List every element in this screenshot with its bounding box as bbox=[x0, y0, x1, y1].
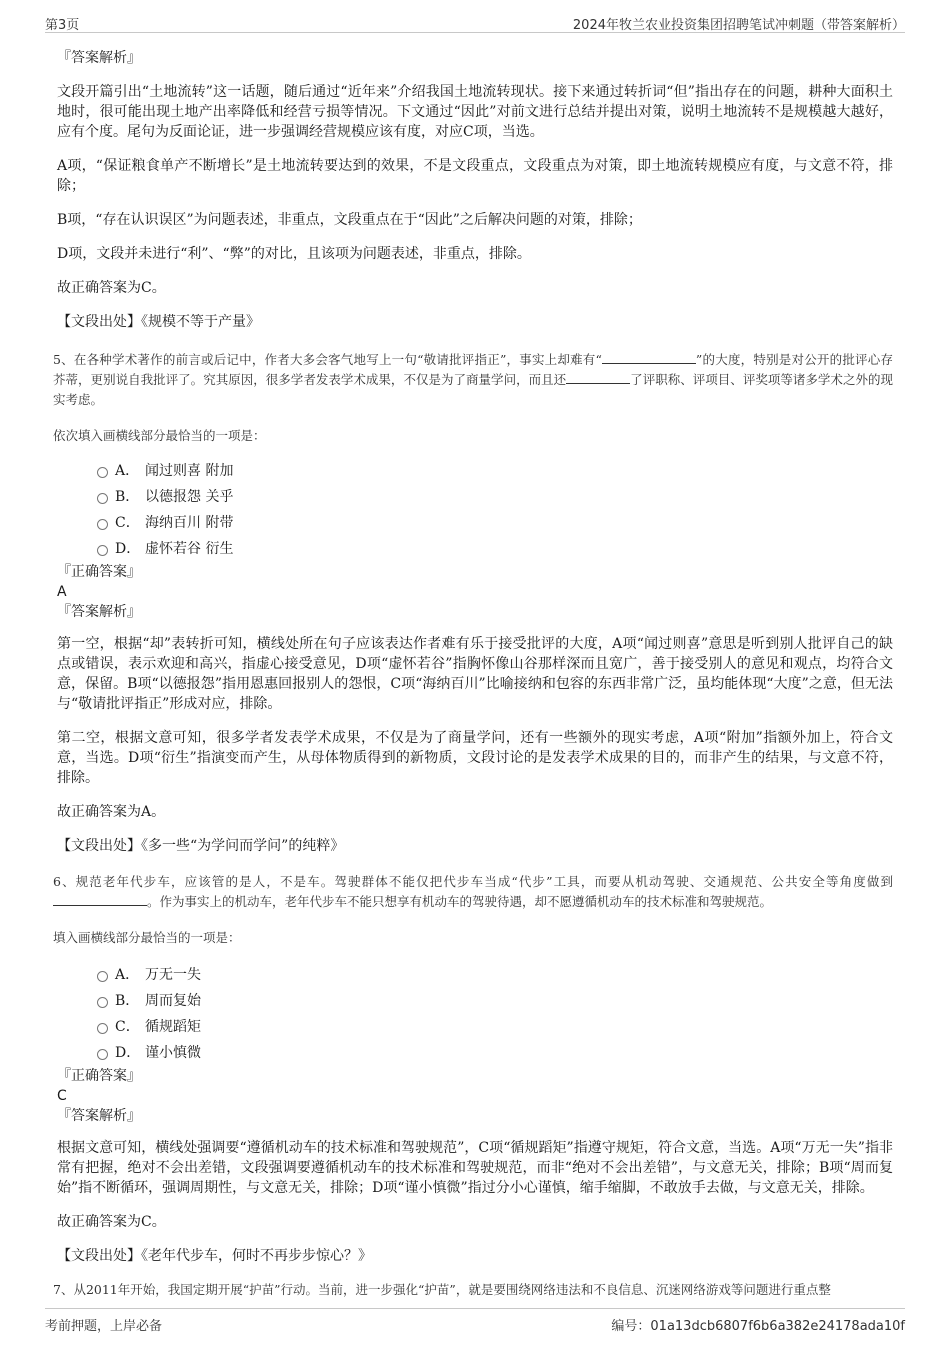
source-citation: 【文段出处】《多一些“为学问而学问”的纯粹》 bbox=[57, 838, 345, 854]
radio-icon[interactable] bbox=[97, 1049, 108, 1060]
analysis-label: 『答案解析』 bbox=[57, 50, 141, 66]
radio-icon[interactable] bbox=[97, 997, 108, 1008]
page-number: 第3页 bbox=[45, 18, 80, 33]
radio-icon[interactable] bbox=[97, 545, 108, 556]
radio-icon[interactable] bbox=[97, 493, 108, 504]
source-citation: 【文段出处】《老年代步车，何时不再步步惊心？》 bbox=[57, 1248, 372, 1264]
footer-slogan: 考前押题，上岸必备 bbox=[45, 1319, 163, 1334]
source-citation: 【文段出处】《规模不等于产量》 bbox=[57, 314, 260, 330]
radio-icon[interactable] bbox=[97, 1023, 108, 1034]
analysis-paragraph: 第一空，根据“却”表转折可知，横线处所在句子应该表达作者难有乐于接受批评的大度，A项“闻过则喜”意思是听到别人批评自己的缺点或错误，表示欢迎和高兴，指虚心接受意见，D项“虚怀若谷”指胸怀像山谷那样深而且宽广，善于接受别人的意见和观点，均符合文意，保留。B项“以德报怨”指用恩惠回报别人的怨恨，C项“海纳百川”比喻接纳和包容的东西非常广泛，虽均能体现“大度”之意，但无法与“敬请批评指正”形成对应，排除。 bbox=[57, 636, 893, 712]
option-a[interactable]: A． 万无一失 bbox=[97, 962, 893, 988]
analysis-label: 『答案解析』 bbox=[57, 604, 141, 620]
page-content bbox=[53, 42, 893, 1300]
conclusion: 故正确答案为C。 bbox=[57, 280, 166, 296]
page-footer bbox=[45, 1308, 905, 1335]
option-a[interactable]: A． 闻过则喜 附加 bbox=[97, 458, 893, 484]
document-title: 2024年牧兰农业投资集团招聘笔试冲刺题（带答案解析） bbox=[572, 18, 905, 33]
radio-icon[interactable] bbox=[97, 519, 108, 530]
analysis-paragraph: B项，“存在认识误区”为问题表述，非重点，文段重点在于“因此”之后解决问题的对策，排除； bbox=[57, 212, 642, 228]
page-header bbox=[45, 10, 905, 33]
option-b[interactable]: B． 周而复始 bbox=[97, 988, 893, 1014]
correct-answer-label: 『正确答案』 bbox=[57, 564, 141, 580]
option-c[interactable]: C． 海纳百川 附带 bbox=[97, 510, 893, 536]
analysis-paragraph: 根据文意可知，横线处强调要“遵循机动车的技术标准和驾驶规范”，C项“循规蹈矩”指遵守规矩，符合文意，当选。A项“万无一失”指非常有把握，绝对不会出差错，文段强调要遵循机动车的技术标准和驾驶规范，而非“绝对不会出差错”，与文意无关，排除；B项“周而复始”指不断循环，强调周期性，与文意无关，排除；D项“谨小慎微”指过分小心谨慎，缩手缩脚，不敢放手去做，与文意无关，排除。 bbox=[57, 1140, 893, 1196]
fill-blank bbox=[566, 370, 630, 384]
analysis-label: 『答案解析』 bbox=[57, 1108, 141, 1124]
radio-icon[interactable] bbox=[97, 971, 108, 982]
analysis-paragraph: 第二空，根据文意可知，很多学者发表学术成果，不仅是为了商量学问，还有一些额外的现实考虑，A项“附加”指额外加上，符合文意，当选。D项“衍生”指演变而产生，从母体物质得到的新物质，文段讨论的是发表学术成果的目的，而非产生的结果，与文意不符，排除。 bbox=[57, 730, 893, 786]
correct-answer: A bbox=[57, 584, 67, 600]
question-prompt: 填入画横线部分最恰当的一项是： bbox=[53, 930, 241, 945]
options-list bbox=[57, 962, 893, 1066]
fill-blank bbox=[53, 892, 147, 906]
correct-answer: C bbox=[57, 1088, 67, 1104]
analysis-paragraph: 文段开篇引出“土地流转”这一话题，随后通过“近年来”介绍我国土地流转现状。接下来通过转折词“但”指出存在的问题，耕种大面积土地时，很可能出现土地产出率降低和经营亏损等情况。下文通过“因此”对前文进行总结并提出对策，说明土地流转不是规模越大越好，应有个度。尾句为反面论证，进一步强调经营规模应该有度，对应C项，当选。 bbox=[57, 84, 893, 140]
question-prompt: 依次填入画横线部分最恰当的一项是： bbox=[53, 428, 266, 443]
question-7-text: 7、从2011年开始，我国定期开展“护苗”行动。当前，进一步强化“护苗”，就是要围绕网络违法和不良信息、沉迷网络游戏等问题进行重点整 bbox=[53, 1282, 831, 1297]
question-6-text: 6、规范老年代步车，应该管的是人，不是车。驾驶群体不能仅把代步车当成“代步”工具，而要从机动驾驶、交通规范、公共安全等角度做到。作为事实上的机动车，老年代步车不能只想享有机动车的驾驶待遇，却不愿遵循机动车的技术标准和驾驶规范。 bbox=[53, 874, 893, 909]
question-5-text: 5、在各种学术著作的前言或后记中，作者大多会客气地写上一句“敬请批评指正”，事实上却难有“ ”的大度，特别是对公开的批评心存芥蒂，更别说自我批评了。究其原因，很多学者发表学术成果，不仅是为了商量学问，而且还 了评职称、评项目、评奖项等诸多学术之外的现实考虑。 bbox=[53, 352, 893, 407]
options-list bbox=[57, 458, 893, 562]
option-d[interactable]: D． 虚怀若谷 衍生 bbox=[97, 536, 893, 562]
document-code: 编号：01a13dcb6807f6b6a382e24178ada10f bbox=[611, 1319, 905, 1334]
option-c[interactable]: C． 循规蹈矩 bbox=[97, 1014, 893, 1040]
conclusion: 故正确答案为A。 bbox=[57, 804, 166, 820]
radio-icon[interactable] bbox=[97, 467, 108, 478]
correct-answer-label: 『正确答案』 bbox=[57, 1068, 141, 1084]
option-d[interactable]: D． 谨小慎微 bbox=[97, 1040, 893, 1066]
analysis-paragraph: A项，“保证粮食单产不断增长”是土地流转要达到的效果，不是文段重点，文段重点为对策，即土地流转规模应有度，与文意不符，排除； bbox=[57, 158, 893, 194]
option-b[interactable]: B． 以德报怨 关乎 bbox=[97, 484, 893, 510]
conclusion: 故正确答案为C。 bbox=[57, 1214, 166, 1230]
fill-blank bbox=[602, 350, 696, 364]
analysis-paragraph: D项，文段并未进行“利”、“弊”的对比，且该项为问题表述，非重点，排除。 bbox=[57, 246, 531, 262]
